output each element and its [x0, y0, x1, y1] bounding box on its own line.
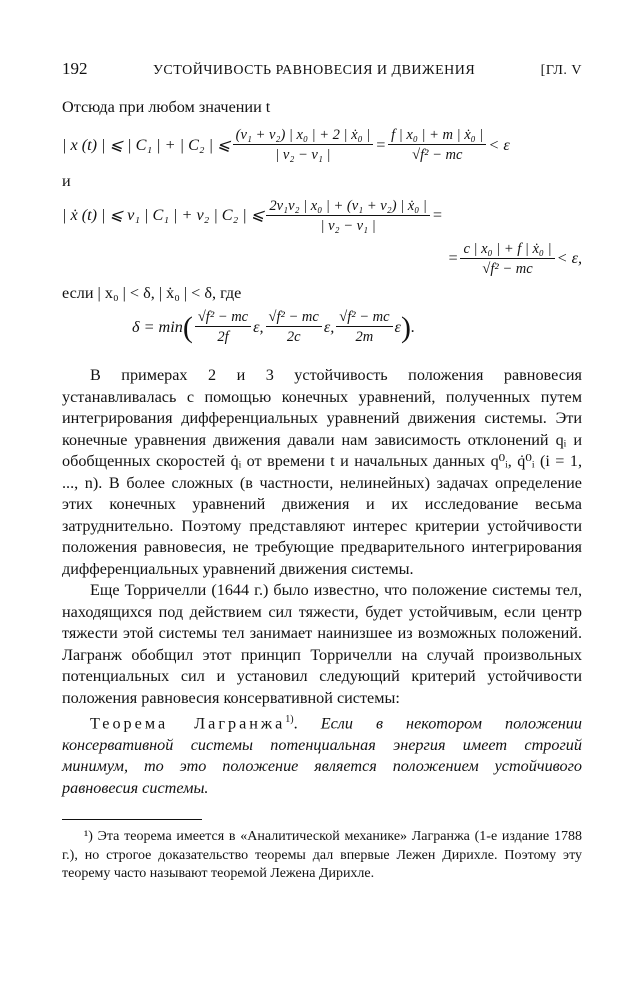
intro-text: Отсюда при любом значении t	[62, 97, 271, 116]
eq2-equals: =	[431, 206, 443, 225]
eq3-b-numerator: √f² − mc	[266, 308, 322, 327]
eq1-lhs: | x (t) | ⩽ | C₁ | + | C₂ | ⩽	[62, 135, 231, 154]
condition-text: если | x₀ | < δ, | ẋ₀ | < δ, где	[62, 283, 242, 302]
eq3-c-numerator: √f² − mc	[336, 308, 392, 327]
eq2-fraction-1	[266, 197, 430, 236]
eq3-end: .	[410, 317, 415, 336]
eq3-fraction-b	[266, 308, 322, 347]
equation-2	[62, 197, 582, 236]
paragraph-1: В примерах 2 и 3 устойчивость положения равновесия устанавливалась с помощью конечных уравнений, полученных путем интегрирования дифференциальных уравнений движения системы. Эти конечные уравнения движения давали нам зависимость отклонений qᵢ и обобщенных скоростей q̇ᵢ от времени t и начальных данных q⁰ᵢ, q̇⁰ᵢ (i = 1, ..., n). В более сложных (в частности, нелинейных) задачах определение этих конечных уравнений движения и их исследование весьма затруднительно. Поэтому представляют интерес критерии устойчивости положения равновесия, не требующие предварительного интегрирования дифференциальных уравнений движения системы.	[62, 366, 582, 578]
right-paren: )	[400, 310, 411, 344]
eq3-c-denominator: 2m	[355, 329, 374, 345]
eq1-f2-numerator: f | x₀ | + m | ẋ₀ |	[388, 126, 486, 145]
eq1-rhs: < ε	[488, 135, 510, 154]
and-word: и	[62, 172, 71, 190]
eq3-eps-2: ε,	[323, 317, 335, 336]
eq2-rhs: < ε,	[556, 249, 582, 268]
equation-3	[132, 308, 582, 347]
running-title: УСТОЙЧИВОСТЬ РАВНОВЕСИЯ И ДВИЖЕНИЯ	[152, 63, 476, 78]
footnote-divider	[62, 819, 202, 820]
eq2-line2-equals: =	[447, 249, 459, 268]
eq3-a-numerator: √f² − mc	[195, 308, 251, 327]
eq2-lhs: | ẋ (t) | ⩽ ν₁ | C₁ | + ν₂ | C₂ | ⩽	[62, 206, 265, 225]
eq3-fraction-c	[336, 308, 392, 347]
equation-2-continued	[62, 240, 582, 279]
eq3-fraction-a	[195, 308, 251, 347]
eq2-f1-denominator: | ν₂ − ν₁ |	[320, 217, 376, 234]
eq3-b-denominator: 2c	[286, 329, 301, 345]
eq2-f2-numerator: c | x₀ | + f | ẋ₀ |	[460, 240, 554, 259]
eq1-equals: =	[375, 135, 387, 154]
eq3-a-denominator: 2f	[217, 329, 229, 345]
theorem-text: Если в некотором положении консервативной системы потенциальная энергия имеет строгий минимум, то это положение является положением устойчивого равновесия системы.	[62, 714, 582, 797]
eq1-fraction-1	[233, 126, 374, 165]
theorem-dot: .	[293, 714, 298, 733]
theorem-paragraph	[62, 709, 582, 799]
theorem-footnote-mark: 1)	[285, 714, 294, 725]
theorem-name: Теорема Лагранжа	[90, 714, 286, 733]
chapter-label: [ГЛ. V	[540, 63, 582, 78]
equation-1	[62, 126, 582, 165]
eq3-eps-3: ε	[394, 317, 401, 336]
eq1-f1-denominator: | ν₂ − ν₁ |	[275, 147, 331, 163]
eq2-f1-numerator: 2ν₁ν₂ | x₀ | + (ν₁ + ν₂) | ẋ₀ |	[266, 197, 430, 216]
footnote: ¹) Эта теорема имеется в «Аналитической механике» Лагранжа (1-е издание 1788 г.), но строгое доказательство теоремы дал впервые Лежен Дирихле. Поэтому эту теорему часто называют теоремой Лежена Дирихле.	[62, 829, 582, 882]
eq1-fraction-2	[388, 126, 486, 165]
page	[62, 58, 582, 884]
eq3-eps-1: ε,	[253, 317, 264, 336]
eq3-lhs: δ = min	[132, 317, 183, 336]
eq2-fraction-2	[460, 240, 554, 279]
paragraph-2: Еще Торричелли (1644 г.) было известно, что положение системы тел, находящихся под действием сил тяжести, будет устойчивым, если центр тяжести этой системы тел занимает наинизшее из возможных положений. Лагранж обобщил этот принцип Торричелли на случай произвольных потенциальных сил и установил следующий критерий устойчивости положения равновесия консервативной системы:	[62, 581, 582, 707]
eq2-f2-denominator: √f² − mc	[482, 260, 533, 277]
eq1-f1-numerator: (ν₁ + ν₂) | x₀ | + 2 | ẋ₀ |	[233, 126, 374, 145]
page-number: 192	[62, 59, 88, 78]
left-paren: (	[182, 310, 193, 344]
page-header	[62, 58, 582, 82]
eq1-f2-denominator: √f² − mc	[412, 147, 463, 163]
